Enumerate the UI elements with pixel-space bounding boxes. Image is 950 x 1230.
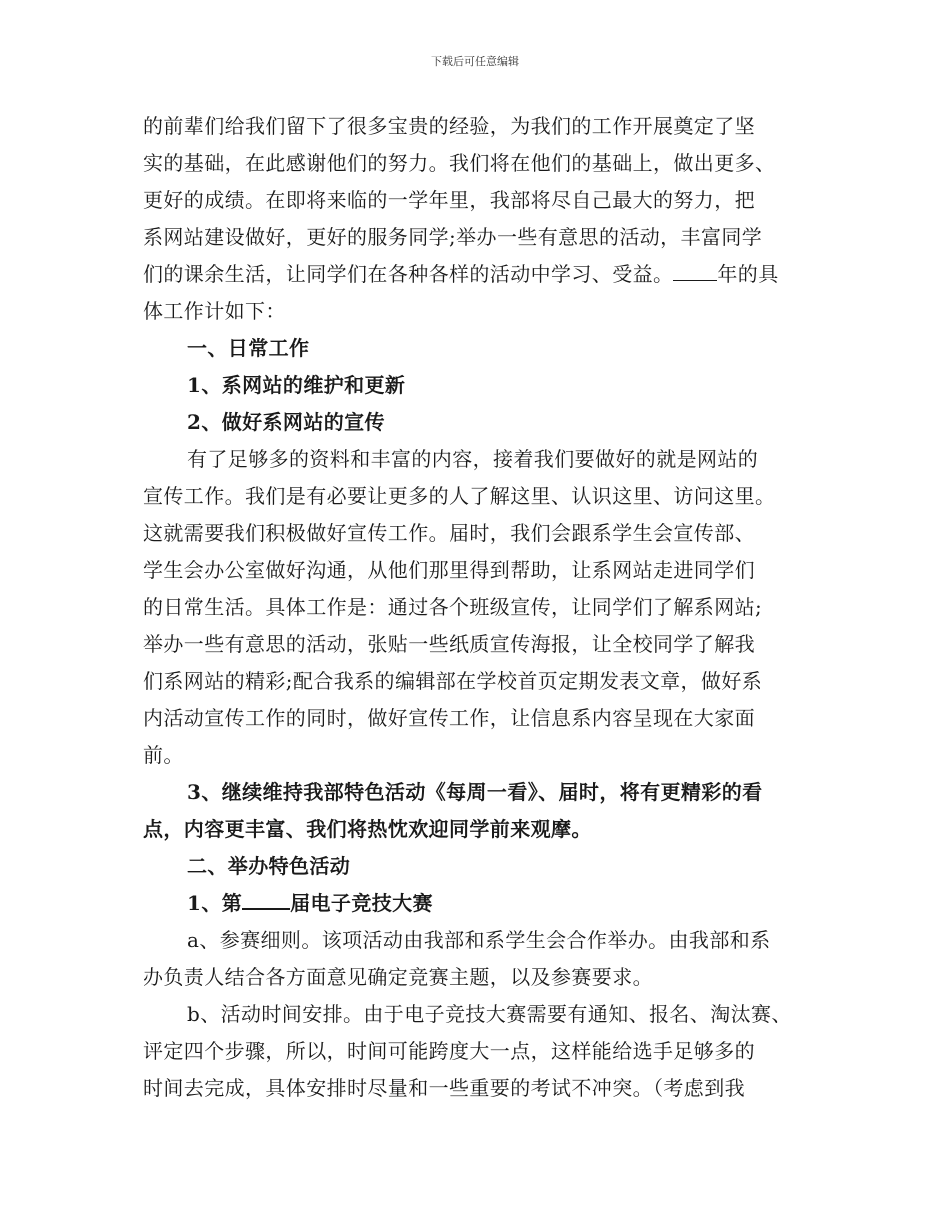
text-segment: 们的课余生活，让同学们在各种各样的活动中学习、受益。 — [143, 262, 674, 286]
bold-paragraph-line: 点，内容更丰富、我们将热忱欢迎同学前来观摩。 — [143, 817, 592, 841]
text-line: 举办一些有意思的活动，张贴一些纸质宣传海报，让全校同学了解我 — [143, 632, 755, 656]
text-line-with-blank — [143, 256, 808, 293]
text-line: 系网站建设做好，更好的服务同学;举办一些有意思的活动，丰富同学 — [143, 225, 763, 249]
document-body — [143, 108, 808, 1107]
text-line: 办负责人结合各方面意见确定竞赛主题，以及参赛要求。 — [143, 965, 653, 989]
text-segment: 年的具 — [717, 262, 779, 286]
subsection-heading-with-blank — [143, 885, 808, 922]
text-line: 更好的成绩。在即将来临的一学年里，我部将尽自己最大的努力，把 — [143, 188, 755, 212]
text-segment: 届电子竞技大赛 — [290, 891, 433, 915]
text-line: 学生会办公室做好沟通，从他们那里得到帮助，让系网站走进同学们 — [143, 558, 755, 582]
text-line: 们系网站的精彩;配合我系的编辑部在学校首页定期发表文章，做好系 — [143, 669, 763, 693]
text-line: 体工作计如下： — [143, 299, 286, 323]
fill-in-blank — [673, 260, 717, 281]
subsection-heading: 2、做好系网站的宣传 — [187, 410, 385, 434]
text-line: 宣传工作。我们是有必要让更多的人了解这里、认识这里、访问这里。 — [143, 484, 776, 508]
text-line: a、参赛细则。该项活动由我部和系学生会合作举办。由我部和系 — [187, 928, 771, 952]
bold-paragraph-line: 3、继续维持我部特色活动《每周一看》、届时，将有更精彩的看 — [187, 780, 763, 804]
text-line: 时间去完成，具体安排时尽量和一些重要的考试不冲突。（考虑到我 — [143, 1076, 745, 1100]
fill-in-blank — [242, 888, 290, 910]
page-header: 下载后可任意编辑 — [431, 55, 519, 68]
text-line: 内活动宣传工作的同时，做好宣传工作，让信息系内容呈现在大家面 — [143, 706, 755, 730]
text-line: 评定四个步骤，所以，时间可能跨度大一点，这样能给选手足够多的 — [143, 1039, 755, 1063]
text-line: b、活动时间安排。由于电子竞技大赛需要有通知、报名、淘汰赛、 — [187, 1002, 792, 1026]
section-heading: 二、举办特色活动 — [187, 854, 351, 878]
text-line: 的前辈们给我们留下了很多宝贵的经验，为我们的工作开展奠定了坚 — [143, 114, 755, 138]
text-line: 有了足够多的资料和丰富的内容，接着我们要做好的就是网站的 — [187, 447, 759, 471]
text-line: 实的基础，在此感谢他们的努力。我们将在他们的基础上，做出更多、 — [143, 151, 776, 175]
text-line: 的日常生活。具体工作是：通过各个班级宣传，让同学们了解系网站; — [143, 595, 763, 619]
section-heading: 一、日常工作 — [187, 336, 310, 360]
text-line: 这就需要我们积极做好宣传工作。届时，我们会跟系学生会宣传部、 — [143, 521, 755, 545]
text-segment: 1、第 — [187, 891, 243, 915]
text-line: 前。 — [143, 743, 184, 767]
subsection-heading: 1、系网站的维护和更新 — [187, 373, 406, 397]
